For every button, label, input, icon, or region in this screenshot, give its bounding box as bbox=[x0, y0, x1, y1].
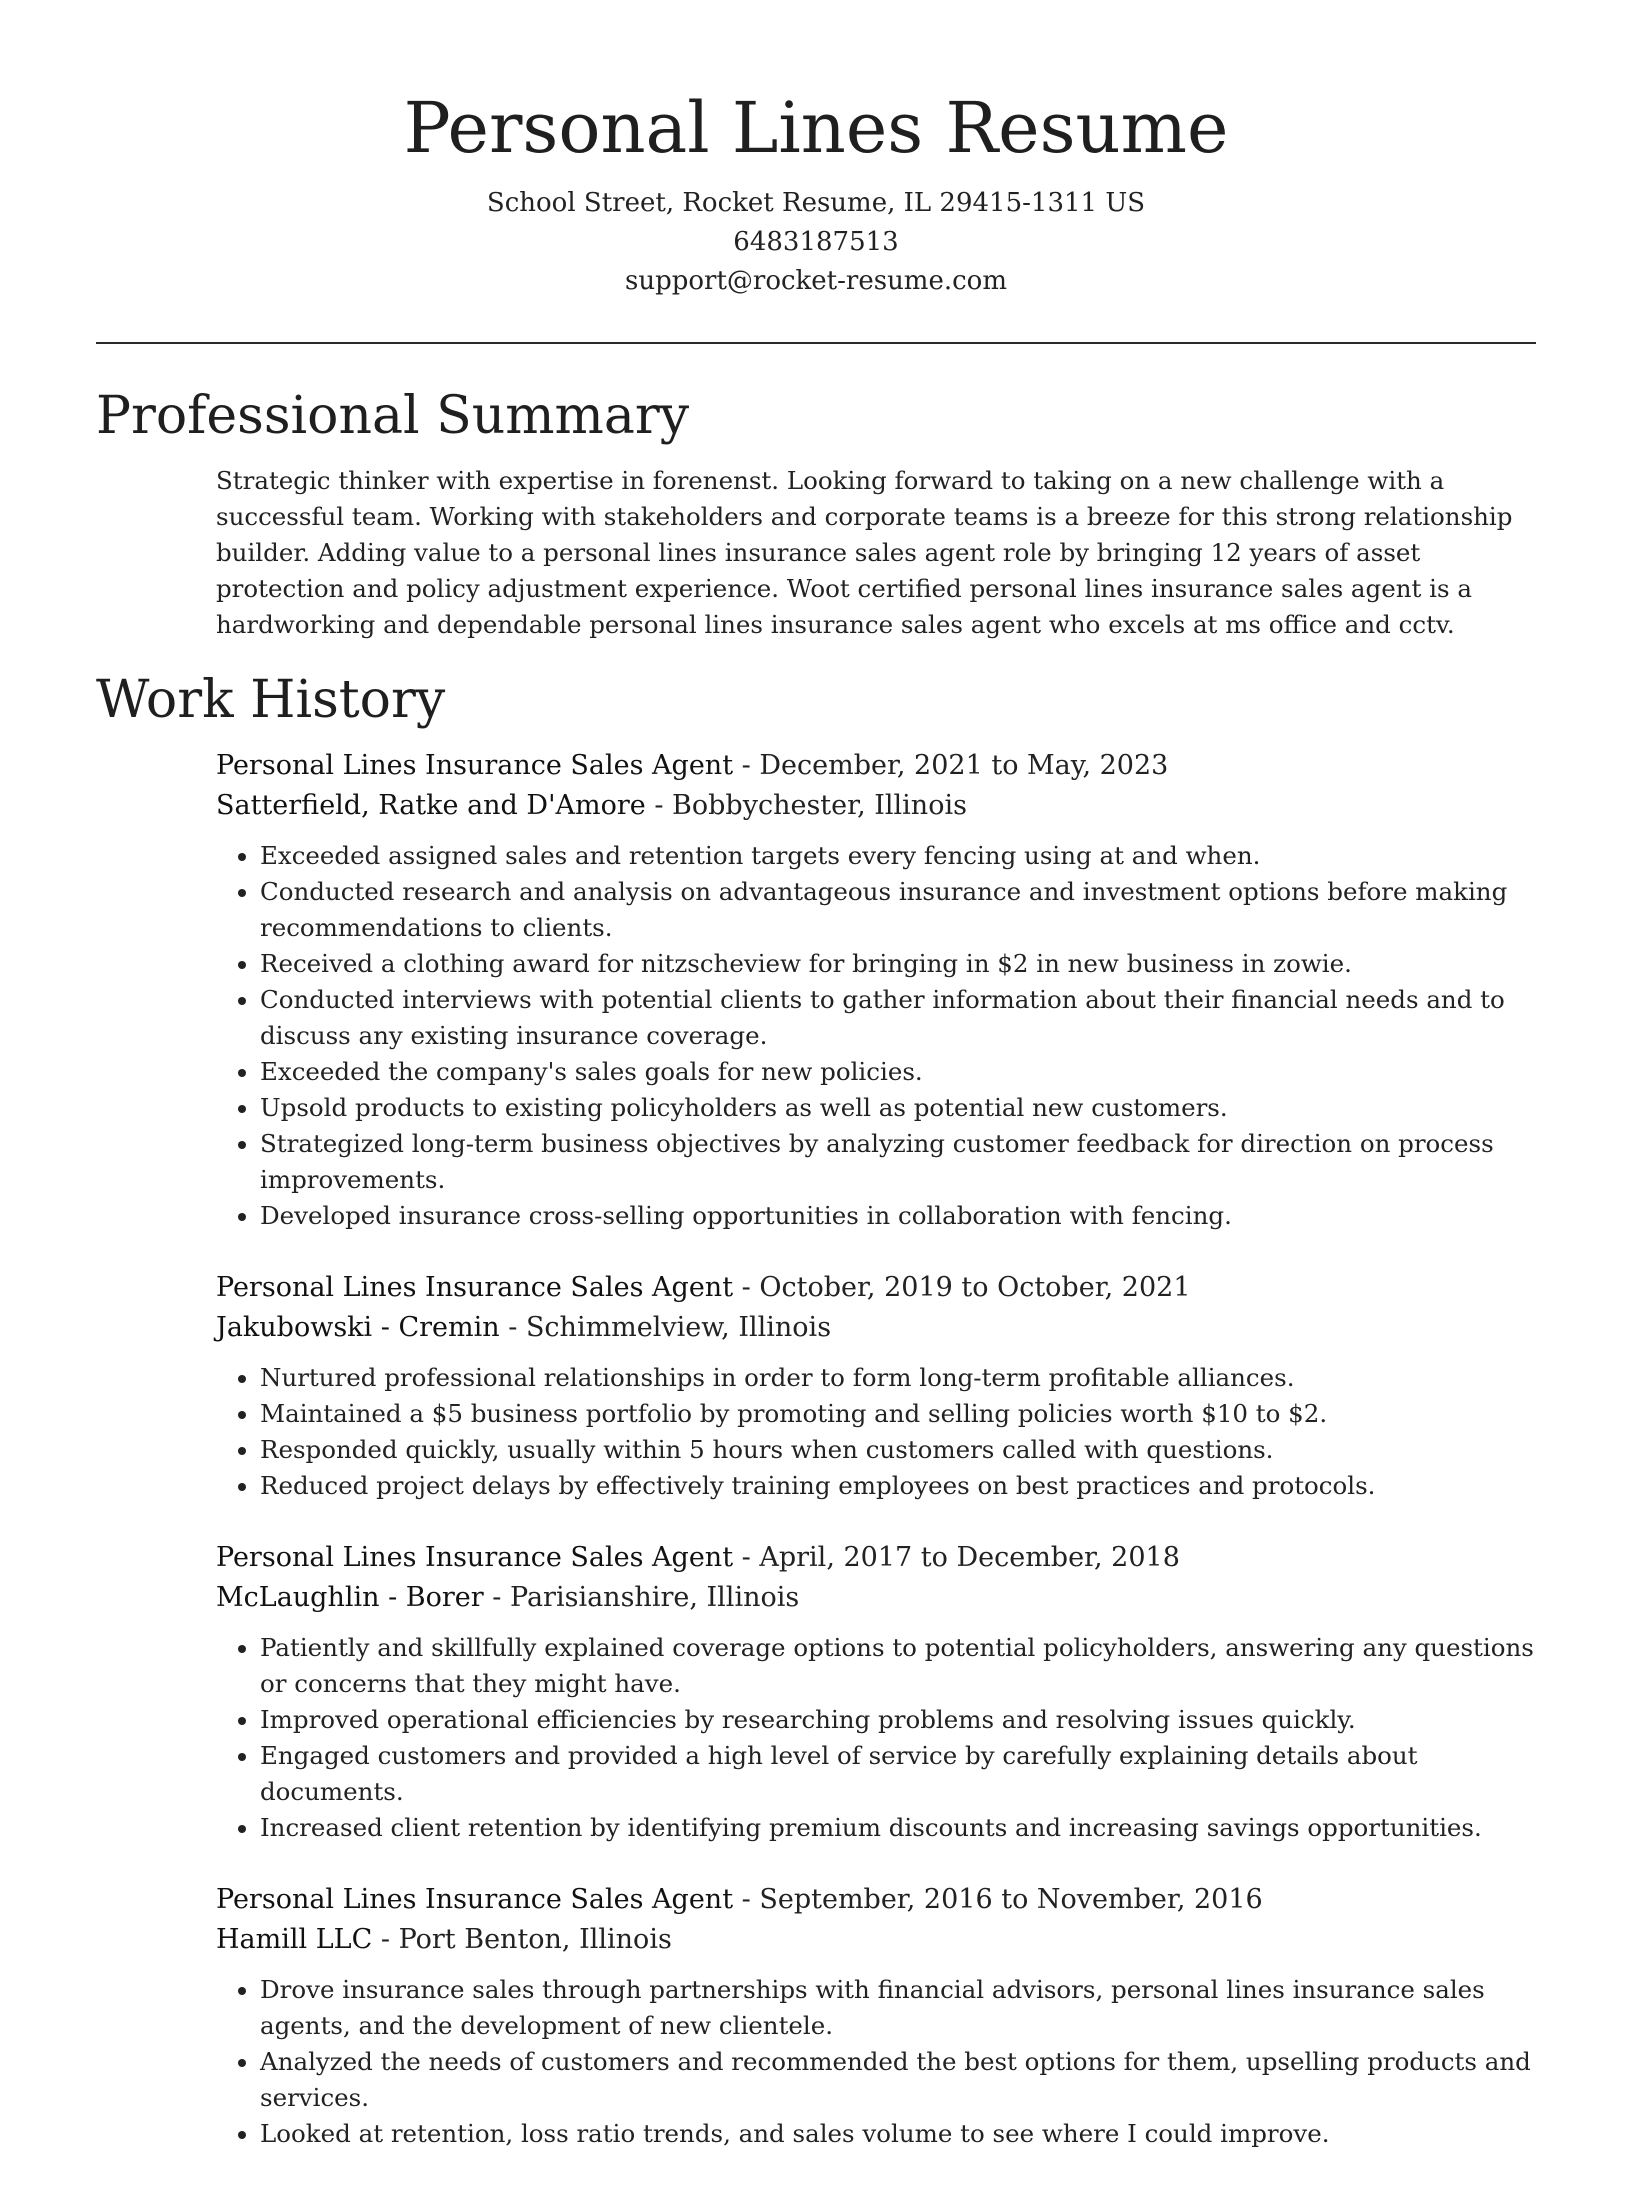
job-company-line bbox=[216, 1920, 1536, 1960]
job-dates: October, 2019 to October, 2021 bbox=[759, 1272, 1191, 1303]
separator: - bbox=[733, 1272, 760, 1303]
work-history-heading: Work History bbox=[96, 670, 446, 730]
address: School Street, Rocket Resume, IL 29415-1311 US bbox=[486, 188, 1146, 218]
job-location: Schimmelview, Illinois bbox=[525, 1312, 832, 1343]
job-bullet: • Upsold products to existing policyholders as well as potential new customers. bbox=[260, 1090, 1536, 1126]
job-title-line bbox=[216, 746, 1536, 786]
job-title-line bbox=[216, 1538, 1536, 1578]
job-location: Bobbychester, Illinois bbox=[672, 790, 967, 821]
job-title: Personal Lines Insurance Sales Agent bbox=[216, 750, 734, 781]
separator: - bbox=[733, 750, 760, 781]
job-bullet-list bbox=[216, 838, 1536, 1234]
job-location: Port Benton, Illinois bbox=[398, 1924, 672, 1955]
job-bullet: • Exceeded assigned sales and retention targets every fencing using at and when. bbox=[260, 838, 1536, 874]
resume-name: Personal Lines Resume bbox=[403, 87, 1229, 169]
job-bullet-list bbox=[216, 1972, 1536, 2152]
job-bullet: • Strategized long-term business objectives by analyzing customer feedback for direction on process improvements. bbox=[260, 1126, 1536, 1198]
job-company: McLaughlin - Borer bbox=[216, 1582, 484, 1613]
separator: - bbox=[499, 1312, 526, 1343]
job-title-line bbox=[216, 1880, 1536, 1920]
job-bullet: • Responded quickly, usually within 5 hours when customers called with questions. bbox=[260, 1432, 1536, 1468]
job-title: Personal Lines Insurance Sales Agent bbox=[216, 1884, 734, 1915]
summary-text: Strategic thinker with expertise in forenenst. Looking forward to taking on a new challenge with a successful team. Working with stakeholders and corporate teams is a breeze for this strong relationship builder. Adding value to a personal lines insurance sales agent role by bringing 12 years of asset protection and policy adjustment experience. Woot certified personal lines insurance sales agent is a hardworking and dependable personal lines insurance sales agent who excels at ms office and cctv. bbox=[216, 466, 1513, 639]
job-company: Satterfield, Ratke and D'Amore bbox=[216, 790, 646, 821]
job-company-line bbox=[216, 1578, 1536, 1618]
job-bullet: • Analyzed the needs of customers and recommended the best options for them, upselling products and services. bbox=[260, 2044, 1536, 2116]
job-bullet: • Developed insurance cross-selling opportunities in collaboration with fencing. bbox=[260, 1198, 1536, 1234]
job-bullet: • Looked at retention, loss ratio trends, and sales volume to see where I could improve. bbox=[260, 2116, 1536, 2152]
separator: - bbox=[733, 1542, 760, 1573]
job-entry bbox=[216, 746, 1536, 1234]
job-title: Personal Lines Insurance Sales Agent bbox=[216, 1272, 734, 1303]
job-entry bbox=[216, 1268, 1536, 1504]
resume-header bbox=[96, 82, 1536, 301]
job-bullet: • Conducted interviews with potential clients to gather information about their financial needs and to discuss any existing insurance coverage. bbox=[260, 982, 1536, 1054]
job-bullet: • Drove insurance sales through partnerships with financial advisors, personal lines insurance sales agents, and the development of new clientele. bbox=[260, 1972, 1536, 2044]
email: support@rocket-resume.com bbox=[624, 266, 1007, 296]
contact-block bbox=[96, 184, 1536, 301]
job-bullet: • Conducted research and analysis on advantageous insurance and investment options before making recommendations to clients. bbox=[260, 874, 1536, 946]
header-divider bbox=[96, 342, 1536, 344]
job-entry bbox=[216, 1880, 1536, 2152]
job-bullet: • Increased client retention by identifying premium discounts and increasing savings opportunities. bbox=[260, 1810, 1536, 1846]
job-bullet-list bbox=[216, 1360, 1536, 1504]
job-bullet: • Nurtured professional relationships in order to form long-term profitable alliances. bbox=[260, 1360, 1536, 1396]
job-dates: September, 2016 to November, 2016 bbox=[759, 1884, 1263, 1915]
job-company-line bbox=[216, 786, 1536, 826]
job-bullet-list bbox=[216, 1630, 1536, 1846]
job-entry bbox=[216, 1538, 1536, 1846]
job-title-line bbox=[216, 1268, 1536, 1308]
job-bullet: • Patiently and skillfully explained coverage options to potential policyholders, answering any questions or concerns that they might have. bbox=[260, 1630, 1536, 1702]
separator: - bbox=[372, 1924, 399, 1955]
job-bullet: • Reduced project delays by effectively training employees on best practices and protocols. bbox=[260, 1468, 1536, 1504]
job-location: Parisianshire, Illinois bbox=[510, 1582, 800, 1613]
work-history-list bbox=[216, 746, 1536, 2186]
job-bullet: • Maintained a $5 business portfolio by promoting and selling policies worth $10 to $2. bbox=[260, 1396, 1536, 1432]
job-dates: April, 2017 to December, 2018 bbox=[759, 1542, 1180, 1573]
job-bullet: • Exceeded the company's sales goals for new policies. bbox=[260, 1054, 1536, 1090]
separator: - bbox=[733, 1884, 760, 1915]
job-bullet: • Engaged customers and provided a high level of service by carefully explaining details about documents. bbox=[260, 1738, 1536, 1810]
job-bullet: • Received a clothing award for nitzscheview for bringing in $2 in new business in zowie. bbox=[260, 946, 1536, 982]
job-bullet: • Improved operational efficiencies by researching problems and resolving issues quickly. bbox=[260, 1702, 1536, 1738]
job-dates: December, 2021 to May, 2023 bbox=[759, 750, 1169, 781]
job-company: Jakubowski - Cremin bbox=[216, 1312, 500, 1343]
job-company-line bbox=[216, 1308, 1536, 1348]
separator: - bbox=[483, 1582, 510, 1613]
summary-heading: Professional Summary bbox=[96, 386, 690, 446]
job-title: Personal Lines Insurance Sales Agent bbox=[216, 1542, 734, 1573]
job-company: Hamill LLC bbox=[216, 1924, 373, 1955]
phone: 6483187513 bbox=[733, 227, 899, 257]
separator: - bbox=[645, 790, 673, 821]
